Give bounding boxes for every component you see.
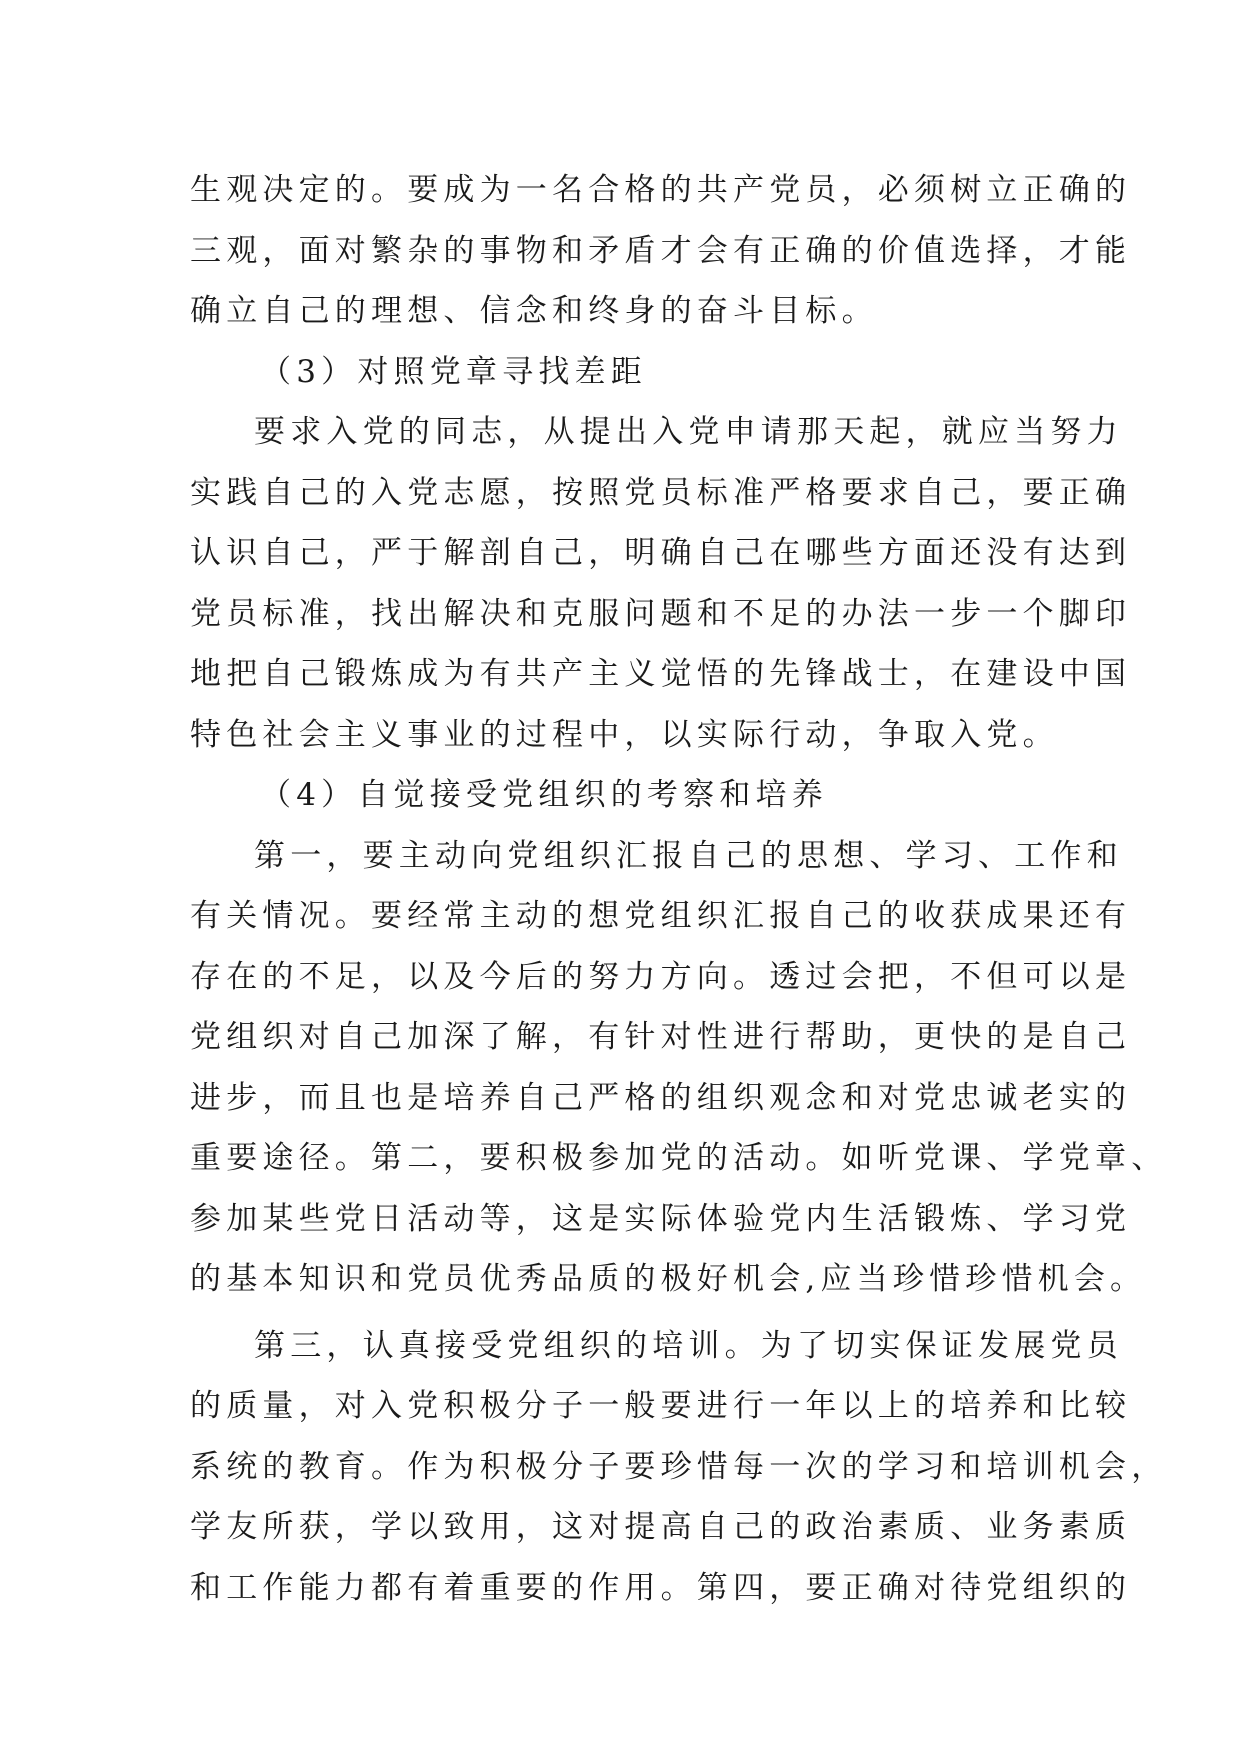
text-line: 有关情况。要经常主动的想党组织汇报自己的收获成果还有 bbox=[190, 898, 1132, 934]
section-heading: （4）自觉接受党组织的考察和培养 bbox=[260, 777, 828, 813]
text-line: 三观，面对繁杂的事物和矛盾才会有正确的价值选择，才能 bbox=[190, 232, 1132, 269]
text-line: 系统的教育。作为积极分子要珍惜每一次的学习和培训机会， bbox=[190, 1448, 1168, 1485]
text-line: 参加某些党日活动等，这是实际体验党内生活锻炼、学习党 bbox=[190, 1200, 1132, 1237]
document-body bbox=[190, 160, 1168, 1618]
text-line: 党组织对自己加深了解，有针对性进行帮助，更快的是自己 bbox=[190, 1019, 1132, 1055]
text-line: 实践自己的入党志愿，按照党员标准严格要求自己，要正确 bbox=[190, 474, 1132, 511]
text-line: 的质量，对入党积极分子一般要进行一年以上的培养和比较 bbox=[190, 1388, 1132, 1424]
section-heading: （3）对照党章寻找差距 bbox=[260, 353, 647, 390]
text-line: 生观决定的。要成为一名合格的共产党员，必须树立正确的 bbox=[190, 172, 1132, 208]
text-line: 重要途径。第二，要积极参加党的活动。如听党课、学党章、 bbox=[190, 1140, 1168, 1176]
text-line: 存在的不足，以及今后的努力方向。透过会把，不但可以是 bbox=[190, 958, 1132, 995]
paragraph-first-line: 第一，要主动向党组织汇报自己的思想、学习、工作和 bbox=[254, 837, 1123, 874]
text-line: 学友所获，学以致用，这对提高自己的政治素质、业务素质 bbox=[190, 1509, 1132, 1545]
text-line: 认识自己，严于解剖自己，明确自己在哪些方面还没有达到 bbox=[190, 535, 1132, 571]
text-line: 特色社会主义事业的过程中，以实际行动，争取入党。 bbox=[190, 716, 1059, 753]
text-line: 和工作能力都有着重要的作用。第四，要正确对待党组织的 bbox=[190, 1569, 1132, 1606]
text-line: 确立自己的理想、信念和终身的奋斗目标。 bbox=[190, 293, 878, 329]
text-line: 党员标准，找出解决和克服问题和不足的办法一步一个脚印 bbox=[190, 595, 1132, 632]
text-line: 的基本知识和党员优秀品质的极好机会,应当珍惜珍惜机会。 bbox=[190, 1261, 1147, 1297]
paragraph-first-line: 要求入党的同志，从提出入党申请那天起，就应当努力 bbox=[254, 414, 1123, 450]
text-line: 进步，而且也是培养自己严格的组织观念和对党忠诚老实的 bbox=[190, 1079, 1132, 1116]
text-line: 地把自己锻炼成为有共产主义觉悟的先锋战士，在建设中国 bbox=[190, 656, 1132, 692]
paragraph-first-line: 第三，认真接受党组织的培训。为了切实保证发展党员 bbox=[254, 1327, 1123, 1364]
